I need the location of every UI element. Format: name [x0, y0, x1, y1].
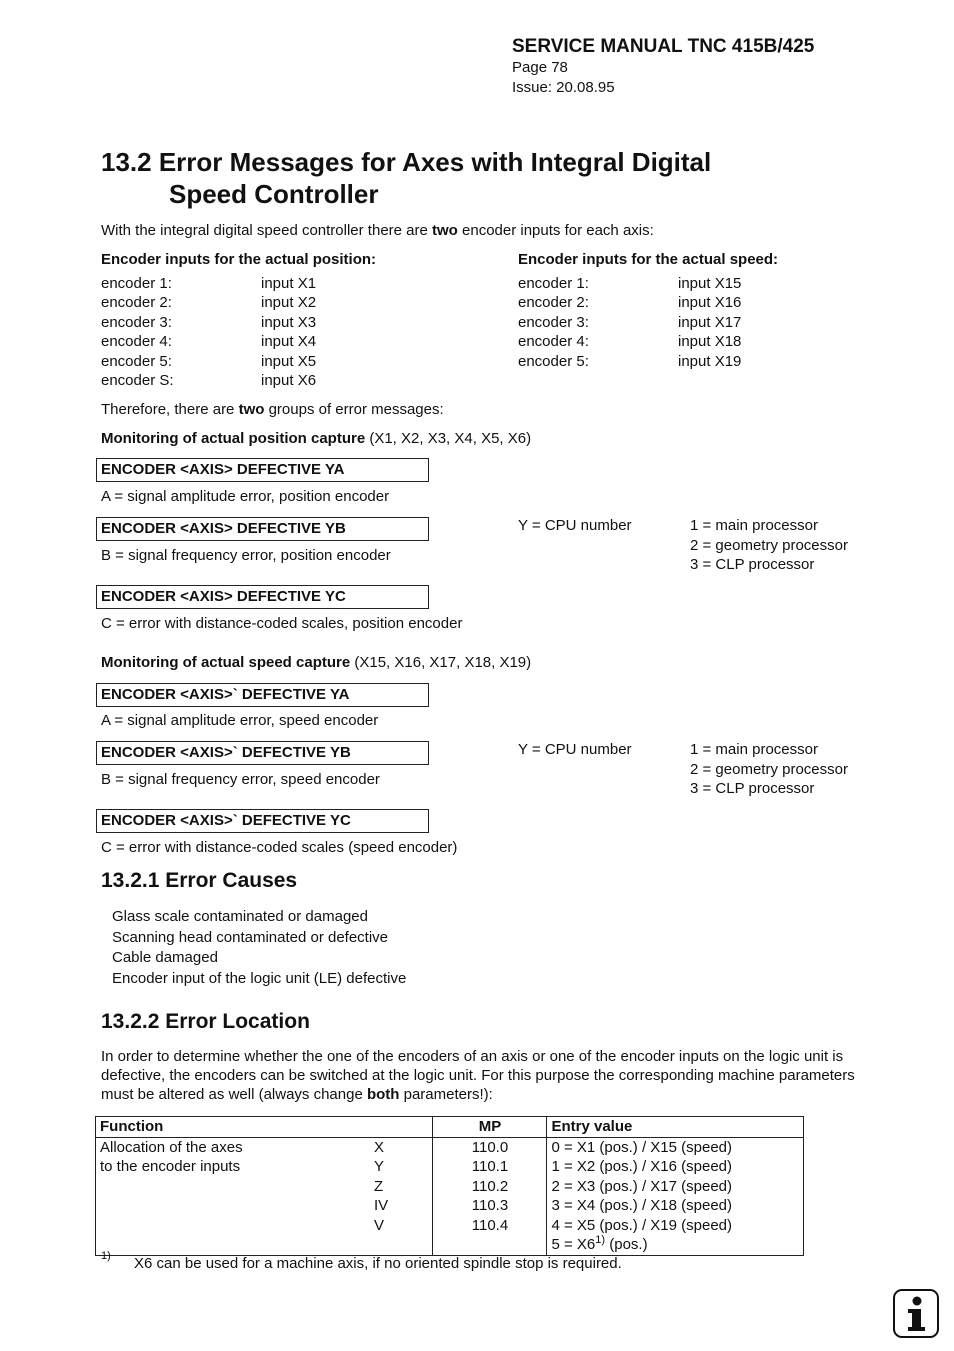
error-description: C = error with distance-coded scales, position encoder [101, 615, 463, 632]
info-icon [893, 1289, 939, 1338]
encoder-label: encoder 3: [518, 313, 589, 331]
table-header-function: Function [96, 1117, 433, 1138]
encoder-label: encoder 2: [518, 294, 589, 312]
function-line: Allocation of the axes [100, 1138, 243, 1156]
machine-parameter-table [95, 1116, 804, 1256]
input-label: input X1 [261, 275, 317, 292]
footnote-mark: 1) [101, 1250, 111, 1262]
function-line: to the encoder inputs [100, 1158, 241, 1175]
cpu-value: 3 = CLP processor [690, 556, 815, 573]
encoder-label: encoder 4: [518, 333, 589, 351]
table-row [96, 1137, 804, 1255]
cpu-number-label: Y = CPU number [518, 517, 632, 534]
entry-value: 2 = X3 (pos.) / X17 (speed) [551, 1177, 732, 1195]
entry-value: 0 = X1 (pos.) / X15 (speed) [551, 1138, 732, 1156]
entry-value: $5 = X6^{1)}$ (pos.) [551, 1234, 648, 1253]
mp-value: 110.2 [471, 1177, 509, 1195]
encoder-label: encoder 1: [518, 275, 589, 292]
input-label: input X17 [678, 313, 742, 331]
error-message-box: ENCODER <AXIS> DEFECTIVE YC [96, 585, 429, 609]
encoder-label: encoder 5: [518, 352, 589, 370]
axis-label: X [374, 1138, 385, 1156]
encoder-label: encoder 5: [101, 352, 172, 370]
section-title-line2: Speed Controller [169, 179, 379, 209]
entry-value: 4 = X5 (pos.) / X19 (speed) [551, 1216, 732, 1234]
axis-label: V [374, 1216, 385, 1234]
mp-value: 110.1 [471, 1158, 509, 1175]
issue-date: Issue: 20.08.95 [512, 79, 615, 96]
error-message-box: ENCODER <AXIS> DEFECTIVE YA [96, 458, 429, 482]
mp-value: 110.0 [471, 1138, 509, 1156]
cpu-value: 2 = geometry processor [690, 761, 848, 778]
error-causes-title: 13.2.1 Error Causes [101, 869, 298, 892]
entry-cell [547, 1137, 804, 1255]
manual-title: SERVICE MANUAL TNC 415B/425 [512, 36, 815, 57]
list-item: Cable damaged [112, 949, 218, 967]
cpu-value: 1 = main processor [690, 741, 818, 758]
input-label: input X15 [678, 275, 742, 292]
error-description: B = signal frequency error, position encoder [101, 547, 391, 564]
encoder-label: encoder 2: [101, 294, 172, 312]
encoder-label: encoder 4: [101, 333, 172, 351]
page-number: Page 78 [512, 59, 568, 76]
mp-value: 110.3 [471, 1197, 509, 1214]
axis-label: IV [374, 1197, 389, 1214]
table-header-entry: Entry value [547, 1117, 804, 1138]
error-location-paragraph: In order to determine whether the one of the encoders of an axis or one of the encoder inputs on the logic unit is defective, the encoders can be switched at the logic unit. For this purpose the corresponding machine parameters must be altered as well (always change both parameters!): [101, 1048, 855, 1103]
cpu-value: 1 = main processor [690, 517, 818, 534]
error-message-box: ENCODER <AXIS>` DEFECTIVE YA [96, 683, 429, 707]
input-label: input X18 [678, 333, 742, 351]
encoder-label: encoder 1: [101, 275, 172, 292]
speed-monitoring-heading: Monitoring of actual speed capture (X15, X16, X17, X18, X19) [101, 654, 532, 671]
list-item: Glass scale contaminated or damaged [112, 908, 368, 925]
input-label: input X19 [678, 352, 742, 370]
entry-value: 3 = X4 (pos.) / X18 (speed) [551, 1197, 732, 1214]
list-item: Scanning head contaminated or defective [112, 928, 389, 946]
mp-value: 110.4 [471, 1216, 509, 1234]
list-item: Encoder input of the logic unit (LE) defective [112, 970, 407, 988]
input-label: input X3 [261, 313, 317, 331]
axis-label: Y [374, 1158, 385, 1175]
input-label: input X4 [261, 333, 317, 351]
error-message-box: ENCODER <AXIS>` DEFECTIVE YB [96, 741, 429, 765]
input-label: input X5 [261, 352, 317, 370]
groups-text: Therefore, there are two groups of error messages: [101, 401, 444, 418]
intro-text: With the integral digital speed controller there are two encoder inputs for each axis: [101, 222, 654, 239]
input-label: input X6 [261, 372, 317, 389]
speed-inputs-heading: Encoder inputs for the actual speed: [518, 251, 779, 268]
error-message-box: ENCODER <AXIS>` DEFECTIVE YC [96, 809, 429, 833]
position-inputs-heading: Encoder inputs for the actual position: [101, 251, 377, 268]
error-description: C = error with distance-coded scales (speed encoder) [101, 839, 458, 856]
error-description: A = signal amplitude error, speed encoder [101, 712, 379, 729]
encoder-label: encoder S: [101, 372, 174, 389]
position-monitoring-heading: Monitoring of actual position capture (X1, X2, X3, X4, X5, X6) [101, 430, 532, 447]
input-label: input X16 [678, 294, 742, 312]
encoder-label: encoder 3: [101, 313, 172, 331]
cpu-number-label: Y = CPU number [518, 741, 632, 758]
cpu-value: 2 = geometry processor [690, 537, 848, 554]
input-label: input X2 [261, 294, 317, 312]
axis-cell [366, 1137, 433, 1255]
entry-value: 1 = X2 (pos.) / X16 (speed) [551, 1158, 732, 1175]
footnote-text: X6 can be used for a machine axis, if no oriented spindle stop is required. [134, 1255, 622, 1272]
error-message-box: ENCODER <AXIS> DEFECTIVE YB [96, 517, 429, 541]
axis-label: Z [374, 1177, 384, 1195]
cpu-value: 3 = CLP processor [690, 780, 815, 797]
mp-cell [433, 1137, 547, 1255]
error-description: A = signal amplitude error, position encoder [101, 488, 390, 505]
section-title-line1: 13.2 Error Messages for Axes with Integral Digital [101, 147, 712, 177]
table-header-row [96, 1117, 804, 1138]
error-location-title: 13.2.2 Error Location [101, 1010, 310, 1033]
function-cell [96, 1137, 367, 1255]
table-header-mp: MP [433, 1117, 547, 1138]
error-description: B = signal frequency error, speed encoder [101, 771, 380, 788]
